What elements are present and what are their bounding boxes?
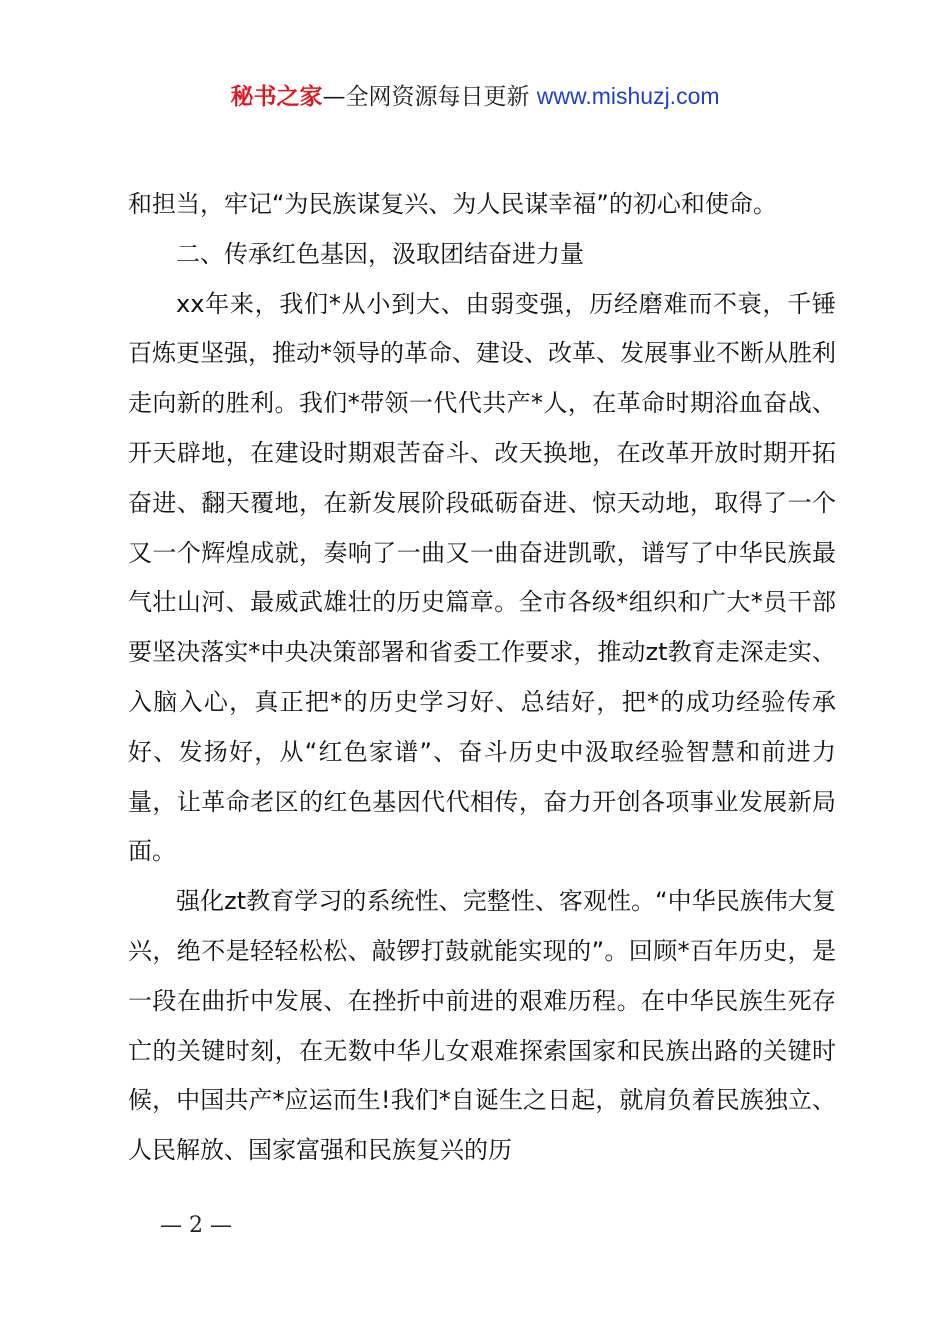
paragraph: 强化zt教育学习的系统性、完整性、客观性。“中华民族伟大复兴，绝不是轻轻松松、敲锣打鼓就能实现的”。回顾*百年历史，是一段在曲折中发展、在挫折中前进的艰难历程。在中华民族生死存亡的关键时刻，在无数中华儿女艰难探索国家和民族出路的关键时候，中国共产*应运而生!我们*自诞生之日起，就肩负着民族独立、人民解放、国家富强和民族复兴的历 [128, 887, 836, 1165]
section-heading: 二、传承红色基因，汲取团结奋进力量 [176, 239, 584, 268]
banner-tagline: —全网资源每日更新 [322, 84, 530, 110]
paragraph: xx年来，我们*从小到大、由弱变强，历经磨难而不衰，千锤百炼更坚强，推动*领导的革命、建设、改革、发展事业不断从胜利走向新的胜利。我们*带领一代代共产*人，在革命时期浴血奋战、开天辟地，在建设时期艰苦奋斗、改天换地，在改革开放时期开拓奋进、翻天覆地，在新发展阶段砥砺奋进、惊天动地，取得了一个又一个辉煌成就，奏响了一曲又一曲奋进凯歌，谱写了中华民族最气壮山河、最威武雄壮的历史篇章。全市各级*组织和广大*员干部要坚决落实*中央决策部署和省委工作要求，推动zt教育走深走实、入脑入心，真正把*的历史学习好、总结好，把*的成功经验传承好、发扬好，从“红色家谱”、奋斗历史中汲取经验智慧和前进力量，让革命老区的红色基因代代相传，奋力开创各项事业发展新局面。 [128, 289, 836, 866]
document-body [128, 180, 836, 1176]
site-url-link[interactable]: www.mishuzj.com [536, 83, 720, 109]
site-banner [0, 80, 950, 113]
brand-name: 秘书之家 [230, 84, 323, 110]
page-number: — 2 — [160, 1213, 232, 1238]
paragraph-continuation: 和担当，牢记“为民族谋复兴、为人民谋幸福”的初心和使命。 [128, 190, 777, 218]
